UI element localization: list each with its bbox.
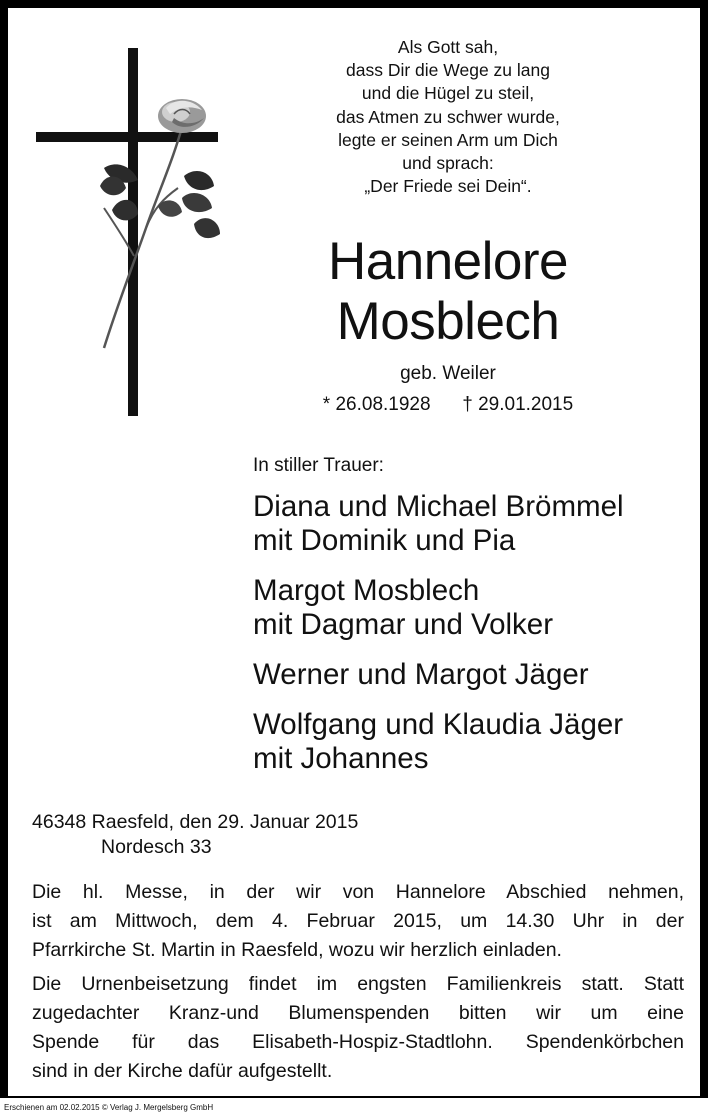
family-group — [253, 574, 693, 642]
mass-paragraph — [32, 878, 684, 965]
family-line: mit Dominik und Pia — [253, 524, 516, 557]
deceased-name — [258, 232, 638, 352]
rose-icon — [158, 99, 206, 133]
first-name: Hannelore — [327, 232, 569, 291]
birth-name: geb. Weiler — [400, 363, 496, 384]
address-block — [32, 810, 358, 860]
cross-icon — [34, 48, 224, 418]
family-list — [253, 490, 693, 792]
family-group — [253, 708, 693, 776]
publication-footer: Erschienen am 02.02.2015 © Verlag J. Mergelsberg GmbH — [0, 1098, 708, 1117]
paragraph-line: zugedachter Kranz-und Blumenspenden bitten wir um eine — [32, 1002, 684, 1024]
poem-line: und die Hügel zu steil, — [361, 83, 535, 104]
cross-with-rose — [34, 48, 224, 418]
poem-line: Als Gott sah, — [397, 37, 499, 57]
poem — [258, 36, 638, 198]
paragraph-line: Die hl. Messe, in der wir von Hannelore Abschied nehmen, — [32, 881, 684, 903]
birth-date: * 26.08.1928 — [322, 394, 431, 415]
family-line: Margot Mosblech — [253, 574, 480, 607]
mourning-label: In stiller Trauer: — [253, 455, 384, 476]
family-line: Diana und Michael Brömmel — [253, 490, 624, 523]
paragraph-line: Pfarrkirche St. Martin in Raesfeld, wozu wir herzlich einladen. — [32, 939, 562, 961]
poem-line: „Der Friede sei Dein“. — [364, 176, 532, 197]
address-street: Nordesch 33 — [101, 836, 212, 858]
family-line: Werner und Margot Jäger — [253, 658, 589, 691]
death-date: † 29.01.2015 — [462, 394, 574, 415]
burial-paragraph — [32, 970, 684, 1086]
life-dates — [258, 392, 638, 418]
paragraph-line: sind in der Kirche dafür aufgestellt. — [32, 1060, 333, 1082]
poem-line: das Atmen zu schwer wurde, — [336, 106, 560, 127]
last-name: Mosblech — [336, 292, 560, 351]
family-line: Wolfgang und Klaudia Jäger — [253, 708, 624, 741]
paragraph-line: Spende für das Elisabeth-Hospiz-Stadtlohn. Spendenkörbchen — [32, 1031, 684, 1053]
family-group — [253, 490, 693, 558]
poem-line: dass Dir die Wege zu lang — [346, 60, 550, 81]
poem-line: legte er seinen Arm um Dich — [338, 129, 558, 150]
family-group — [253, 658, 693, 692]
family-line: mit Johannes — [253, 742, 429, 775]
address-place-date: 46348 Raesfeld, den 29. Januar 2015 — [32, 811, 359, 833]
poem-line: und sprach: — [402, 153, 494, 174]
obituary-card — [8, 8, 700, 1096]
family-line: mit Dagmar und Volker — [253, 608, 554, 641]
paragraph-line: Die Urnenbeisetzung findet im engsten Familienkreis statt. Statt — [32, 973, 684, 995]
paragraph-line: ist am Mittwoch, dem 4. Februar 2015, um 14.30 Uhr in der — [32, 910, 684, 932]
